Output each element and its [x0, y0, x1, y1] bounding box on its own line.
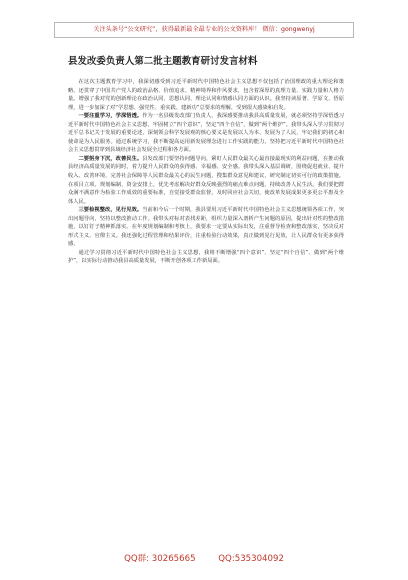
paragraph-text: 在这次主题教育学习中，我深切感受到习近平新时代中国特色社会主义思想不仅包括了治国理政的重大理论和策略，还贯穿了中国共产党人的政治品格、价值追求、精神境界和作风要求，包含着深厚的真理力量、实践力量和人格力量。增强了我对党的创新理论在政治认同、思想认同、理论认同和情感认同方面的认识。我坚持读原著、学原文、悟原理，进一步加深了对“学思想、强党性、重实践、建新功”总要求的理解，受到很大感染和启发。 [68, 79, 344, 111]
paragraph-text: 当前和今后一个时期，我县要用习近平新时代中国特色社会主义思想统领各项工作，突出问题导向，坚持以整改推动工作。我带头对标对表找差距，组织力量深入剖析产生问题的原因，提出针对性的整改措施，以钉钉子精神抓落实。在年度规划编制和考核上，我要求一定要从实际出发，注重督导检查和整改落实，坚决反对形式主义、官僚主义。我还强化过程管理和结果评价，注重检验行动效果，真正做到见行见效，让人民群众有更多获得感。 [68, 207, 345, 248]
paragraph-section-2 [68, 155, 344, 206]
footer-contact [0, 552, 408, 564]
qq-group-number: QQ群: 30265665 [124, 554, 196, 564]
paragraph-section-1 [68, 112, 344, 155]
section-heading: 一要注重学习，学深悟透。 [78, 113, 143, 120]
section-heading: 三要检视整改，见行见效。 [78, 207, 143, 214]
paragraph-text: 县发改部门要坚持问题导向，紧盯人民群众最关心最直接最现实的利益问题，在推动我县经济高质量发展的同时，着力提升人民群众的获得感、幸福感、安全感。我带头深入基层调研，围绕促进就业、提升收入、改善环境、完善社会保障等人民群众最关心的民生问题，搜集群众意见和建议，研究制定切实可行的政策措施。在项目立项、规划编制、资金安排上，优先考虑解决好群众反映强烈的痛点难点问题，持续改善人民生活。我们要把群众满不满意作为检验工作成效的重要标准，自觉接受群众监督，及时回应社会关切，使改革发展成果更多更公平惠及全体人民。 [68, 155, 345, 205]
paragraph-text: 通过学习贯彻习近平新时代中国特色社会主义思想，我将不断增强“四个意识”、坚定“四个自信”、做到“两个维护”，以实际行动推动我县高质量发展，不断开创各项工作新局面。 [68, 249, 344, 265]
header-banner: 关注头条号“公文研究”，获得最新最全最专业的公文资料库！ 微信：gongwenyj [54, 22, 354, 38]
section-heading: 二要躬身下沉，改善民生。 [78, 155, 143, 162]
paragraph-conclusion [68, 249, 344, 266]
paragraph-text: 作为一名县级发改部门负责人，我深感要推动我县高质量发展，就必须坚持学深悟透习近平新时代中国特色社会主义思想，牢固树立“四个意识”，坚定“四个自信”，做到“两个维护”。我带头深入学习贯彻习近平总书记关于发展的重要论述，深刻领会科学发展观的核心要义是发展以人为本、发展为了人民，牢记我们的初心和使命是为人民服务。通过系统学习，我不断提高运用新发展理念进行工作实践的能力，坚持把习近平新时代中国特色社会主义思想贯穿到县域经济社会发展全过程和各方面。 [68, 113, 345, 154]
qq-number: QQ:535304092 [218, 554, 284, 564]
paragraph-intro [68, 78, 344, 112]
paragraph-section-3 [68, 206, 344, 249]
document-body [68, 56, 344, 266]
document-title: 县发改委负责人第二批主题教育研讨发言材料 [68, 56, 258, 67]
